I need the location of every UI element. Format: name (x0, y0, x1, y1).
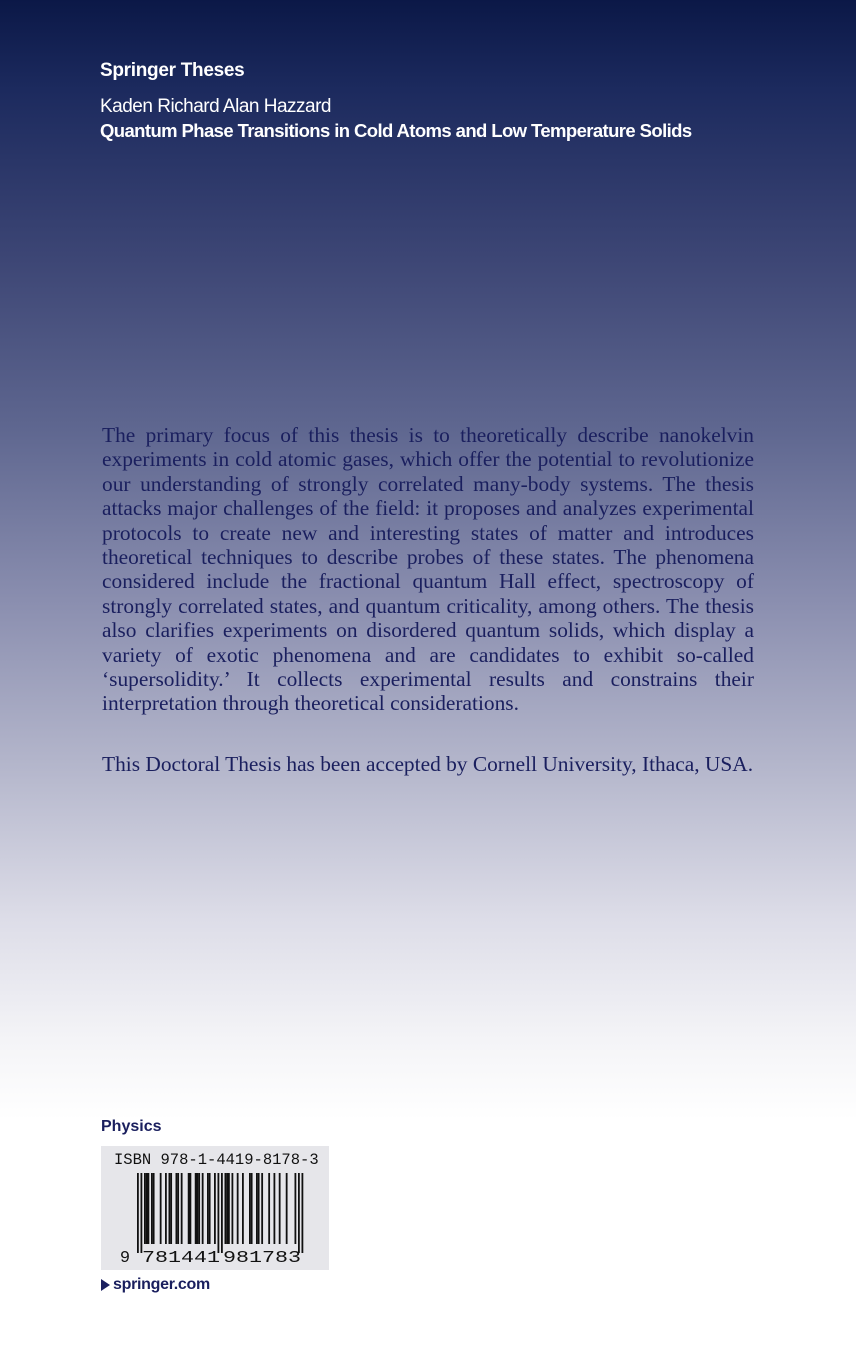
springer-website-link[interactable] (101, 1276, 210, 1294)
barcode-bar (165, 1173, 167, 1244)
barcode-bar (169, 1173, 171, 1244)
barcode-right-digits: 981783 (223, 1249, 301, 1268)
barcode-bar (221, 1173, 223, 1253)
barcode-bar (137, 1173, 139, 1253)
barcode-bar (214, 1173, 216, 1244)
barcode-bar (209, 1173, 211, 1244)
barcode-bar (261, 1173, 263, 1244)
barcode-bar (195, 1173, 197, 1244)
barcode-bar (177, 1173, 179, 1244)
barcode-bar (249, 1173, 251, 1244)
barcode-bar (274, 1173, 276, 1244)
barcode-bar (237, 1173, 239, 1244)
barcode-bar (268, 1173, 270, 1244)
barcode-bar (160, 1173, 162, 1244)
barcode-bar (202, 1173, 204, 1244)
acceptance-note: This Doctoral Thesis has been accepted by Cornell University, Ithaca, USA. (102, 752, 754, 776)
barcode-bar (218, 1173, 220, 1253)
barcode-bar (144, 1173, 146, 1244)
barcode-bar (279, 1173, 281, 1244)
barcode-bar (146, 1173, 148, 1244)
barcode-bar (141, 1173, 143, 1253)
barcode-bar (302, 1173, 304, 1253)
barcode-left-digits: 781441 (142, 1249, 220, 1268)
barcode-bar (153, 1173, 155, 1244)
barcode-bar (151, 1173, 153, 1244)
barcode-bar (298, 1173, 300, 1253)
barcode-bars (137, 1173, 303, 1253)
website-label: springer.com (113, 1276, 210, 1293)
book-title: Quantum Phase Transitions in Cold Atoms and Low Temperature Solids (100, 120, 692, 141)
author-name: Kaden Richard Alan Hazzard (100, 96, 331, 117)
barcode-bar (228, 1173, 230, 1244)
barcode-bar (188, 1173, 190, 1244)
isbn-number: ISBN 978-1-4419-8178-3 (114, 1151, 319, 1169)
barcode-bar (197, 1173, 199, 1244)
barcode-panel (101, 1146, 329, 1270)
barcode-bar (176, 1173, 178, 1244)
barcode-bar (258, 1173, 260, 1244)
barcode-bar (198, 1173, 200, 1244)
barcode-bar (207, 1173, 209, 1244)
series-name: Springer Theses (100, 60, 245, 81)
barcode-bar (181, 1173, 183, 1244)
barcode-bar (286, 1173, 288, 1244)
arrow-right-icon (101, 1279, 110, 1291)
subject-label: Physics (101, 1118, 162, 1135)
blurb-paragraph: The primary focus of this thesis is to theoretically describe nanokelvin experiments in cold atomic gases, which offer the potential to revolutionize our understanding of strongly correlated many-body systems. The thesis attacks major challenges of the field: it proposes and analyzes experimental protocols to create new and interesting states of matter and introduces theoretical techniques to describe probes of these states. The phenomena considered include the fractional quantum Hall effect, spectroscopy of strongly correlated states, and quantum criticality, among others. The thesis also clarifies experiments on disordered quantum solids, which display a variety of exotic phenomena and are candidates to exhibit so-called ‘supersolidity.’ It collects experimental results and constrains their interpretation through theoretical considerations. (102, 423, 754, 716)
barcode-bar (232, 1173, 234, 1244)
barcode-bar (170, 1173, 172, 1244)
barcode-bar (226, 1173, 228, 1244)
barcode-bar (148, 1173, 150, 1244)
barcode-bar (251, 1173, 253, 1244)
barcode-bar (256, 1173, 258, 1244)
barcode-bar (242, 1173, 244, 1244)
barcode-bar (225, 1173, 227, 1244)
barcode-first-digit: 9 (119, 1249, 131, 1268)
barcode-bar (190, 1173, 192, 1244)
barcode-bar (295, 1173, 297, 1244)
